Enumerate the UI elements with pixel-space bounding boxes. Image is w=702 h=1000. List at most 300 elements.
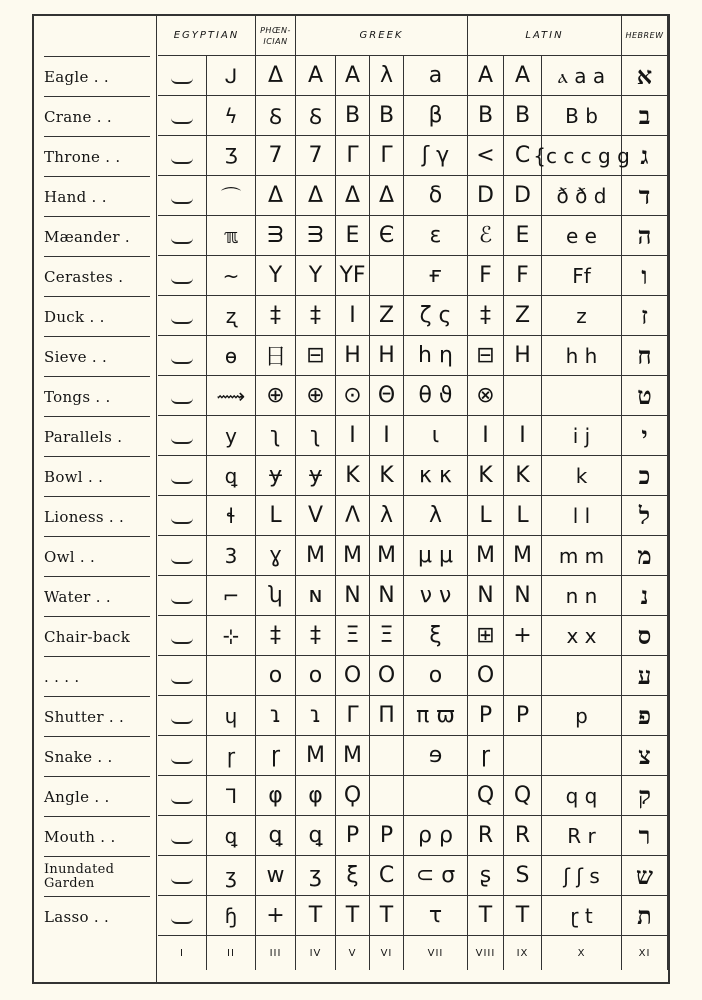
glyph-cell: ג xyxy=(622,136,668,176)
glyph-cell: δ xyxy=(404,176,468,216)
glyph-cell: ɼ xyxy=(256,736,296,776)
glyph-cell xyxy=(158,456,207,496)
glyph-cell xyxy=(504,656,542,696)
glyph-cell: M xyxy=(296,536,336,576)
glyph-cell: ⊂ σ xyxy=(404,856,468,896)
glyph-cell: p xyxy=(542,696,622,736)
hieroglyph-icon xyxy=(171,68,193,84)
row-label: Lioness . . xyxy=(44,496,150,536)
glyph-cell: ע xyxy=(622,656,668,696)
glyph-cell: ב xyxy=(622,96,668,136)
glyph-cell: Γ xyxy=(336,136,370,176)
glyph-cell xyxy=(404,776,468,816)
glyph-cell: Π xyxy=(370,696,404,736)
glyph-cell: Ff xyxy=(542,256,622,296)
glyph-cell: C xyxy=(504,136,542,176)
glyph-cell: B xyxy=(336,96,370,136)
row-label: Inundated Garden xyxy=(44,856,150,896)
glyph-cell: R xyxy=(468,816,504,856)
column-numeral: III xyxy=(256,936,296,970)
glyph-cell: ⊙ xyxy=(336,376,370,416)
glyph-cell xyxy=(158,176,207,216)
row-label: Hand . . xyxy=(44,176,150,216)
glyph-cell: ת xyxy=(622,896,668,936)
glyph-cell: λ xyxy=(404,496,468,536)
glyph-cell: ʅ xyxy=(256,416,296,456)
column-numeral: VIII xyxy=(468,936,504,970)
glyph-cell: z xyxy=(542,296,622,336)
glyph-cell xyxy=(158,816,207,856)
glyph-cell xyxy=(370,256,404,296)
glyph-cell: I xyxy=(504,416,542,456)
glyph-cell: ν ν xyxy=(404,576,468,616)
glyph-cell: T xyxy=(468,896,504,936)
glyph-cell: ι xyxy=(404,416,468,456)
glyph-cell xyxy=(158,56,207,96)
glyph-cell: P xyxy=(336,816,370,856)
glyph-cell: m m xyxy=(542,536,622,576)
glyph-cell: מ xyxy=(622,536,668,576)
glyph-cell xyxy=(207,656,256,696)
glyph-cell: 7 xyxy=(296,136,336,176)
glyph-cell: L xyxy=(504,496,542,536)
glyph-cell: ʮ xyxy=(256,576,296,616)
hieroglyph-icon xyxy=(171,508,193,524)
glyph-cell: Y xyxy=(296,256,336,296)
glyph-cell xyxy=(158,696,207,736)
glyph-cell: ⊟ xyxy=(296,336,336,376)
header-greek: GREEK xyxy=(296,16,468,56)
glyph-cell: V xyxy=(296,496,336,536)
glyph-cell: ט xyxy=(622,376,668,416)
glyph-cell: י xyxy=(622,416,668,456)
glyph-cell: ℼ xyxy=(207,216,256,256)
glyph-cell: N xyxy=(504,576,542,616)
glyph-cell xyxy=(542,736,622,776)
glyph-cell: ~ xyxy=(207,256,256,296)
glyph-cell: כ xyxy=(622,456,668,496)
glyph-cell: K xyxy=(468,456,504,496)
glyph-cell: ‡ xyxy=(468,296,504,336)
hieroglyph-icon xyxy=(171,668,193,684)
glyph-cell: Δ xyxy=(256,56,296,96)
row-label: Snake . . xyxy=(44,736,150,776)
glyph-cell: Ϙ xyxy=(336,776,370,816)
glyph-cell: ו xyxy=(622,256,668,296)
header-phoenician: PHŒN- ICIAN xyxy=(256,16,296,56)
glyph-cell: ʐ xyxy=(207,296,256,336)
hieroglyph-icon xyxy=(171,908,193,924)
glyph-cell: O xyxy=(336,656,370,696)
glyph-cell: צ xyxy=(622,736,668,776)
glyph-cell: ‡ xyxy=(296,616,336,656)
glyph-cell: n n xyxy=(542,576,622,616)
glyph-cell: ⟿ xyxy=(207,376,256,416)
glyph-cell: פ xyxy=(622,696,668,736)
glyph-cell: ε xyxy=(404,216,468,256)
column-numeral: IV xyxy=(296,936,336,970)
glyph-cell: Ξ xyxy=(336,616,370,656)
row-label: Bowl . . xyxy=(44,456,150,496)
glyph-cell: ‡ xyxy=(256,616,296,656)
hieroglyph-icon xyxy=(171,548,193,564)
row-label: Duck . . xyxy=(44,296,150,336)
glyph-cell: k xyxy=(542,456,622,496)
glyph-cell: ᒍ xyxy=(207,56,256,96)
glyph-cell: ק xyxy=(622,776,668,816)
glyph-cell: ɼ xyxy=(468,736,504,776)
glyph-cell: ʃ ʃ s xyxy=(542,856,622,896)
glyph-cell: T xyxy=(296,896,336,936)
hieroglyph-icon xyxy=(171,628,193,644)
glyph-cell: P xyxy=(468,696,504,736)
glyph-cell: ה xyxy=(622,216,668,256)
glyph-cell: ɘ xyxy=(404,736,468,776)
glyph-cell: ᗱ xyxy=(296,216,336,256)
glyph-cell: π ϖ xyxy=(404,696,468,736)
glyph-cell xyxy=(158,576,207,616)
glyph-cell: ɬ xyxy=(207,496,256,536)
glyph-cell: A xyxy=(468,56,504,96)
column-numeral: VII xyxy=(404,936,468,970)
label-column xyxy=(34,16,157,982)
glyph-cell: Ꟙ xyxy=(296,96,336,136)
glyph-cell: ɿ xyxy=(256,696,296,736)
glyph-cell: o xyxy=(256,656,296,696)
hieroglyph-icon xyxy=(171,348,193,364)
glyph-cell: R r xyxy=(542,816,622,856)
glyph-cell: ⊞ xyxy=(468,616,504,656)
glyph-cell xyxy=(158,296,207,336)
glyph-cell: B xyxy=(504,96,542,136)
glyph-cell: N xyxy=(370,576,404,616)
glyph-cell: A xyxy=(336,56,370,96)
glyph-cell xyxy=(370,776,404,816)
glyph-cell: E xyxy=(336,216,370,256)
glyph-cell: D xyxy=(504,176,542,216)
column-numeral: VI xyxy=(370,936,404,970)
row-label: . . . . xyxy=(44,656,150,696)
glyph-cell: ʃ γ xyxy=(404,136,468,176)
glyph-cell: + xyxy=(504,616,542,656)
glyph-cell xyxy=(542,376,622,416)
column-numeral: IX xyxy=(504,936,542,970)
glyph-cell: ʅ xyxy=(296,416,336,456)
glyph-cell: ʒ xyxy=(207,856,256,896)
glyph-cell: K xyxy=(504,456,542,496)
glyph-cell: ʒ xyxy=(296,856,336,896)
glyph-cell: ɏ xyxy=(296,456,336,496)
glyph-cell: {c c c g g xyxy=(542,136,622,176)
glyph-cell: R xyxy=(504,816,542,856)
glyph-cell: L xyxy=(256,496,296,536)
glyph-cell: β xyxy=(404,96,468,136)
glyph-cell: Q xyxy=(468,776,504,816)
glyph-cell: h h xyxy=(542,336,622,376)
glyph-cell: ש xyxy=(622,856,668,896)
glyph-cell: Δ xyxy=(336,176,370,216)
glyph-cell xyxy=(158,256,207,296)
glyph-cell xyxy=(158,736,207,776)
glyph-cell: x x xyxy=(542,616,622,656)
glyph-cell: Ʒ xyxy=(207,136,256,176)
glyph-cell: M xyxy=(370,536,404,576)
glyph-cell: + xyxy=(256,896,296,936)
row-label: Lasso . . xyxy=(44,896,150,936)
glyph-cell xyxy=(158,776,207,816)
glyph-cell: ‡ xyxy=(256,296,296,336)
glyph-cell: ז xyxy=(622,296,668,336)
glyph-cell: y xyxy=(207,416,256,456)
column-numeral: V xyxy=(336,936,370,970)
glyph-cell: Z xyxy=(504,296,542,336)
hieroglyph-icon xyxy=(171,228,193,244)
glyph-cell: Y xyxy=(256,256,296,296)
glyph-cell: K xyxy=(336,456,370,496)
glyph-cell: I xyxy=(336,296,370,336)
glyph-cell: ꝗ xyxy=(256,816,296,856)
glyph-cell: S xyxy=(504,856,542,896)
header-hebrew: HEBREW xyxy=(622,16,668,56)
glyph-cell xyxy=(158,416,207,456)
glyph-cell: ר xyxy=(622,816,668,856)
glyph-cell: φ xyxy=(296,776,336,816)
glyph-cell: F xyxy=(504,256,542,296)
hieroglyph-icon xyxy=(171,268,193,284)
glyph-cell: ⊕ xyxy=(296,376,336,416)
glyph-cell xyxy=(158,656,207,696)
glyph-cell: ⲁ a a xyxy=(542,56,622,96)
glyph-cell: μ μ xyxy=(404,536,468,576)
glyph-cell: ξ xyxy=(336,856,370,896)
glyph-cell: ד xyxy=(622,176,668,216)
glyph-cell: ɼ xyxy=(207,736,256,776)
row-label: Owl . . xyxy=(44,536,150,576)
glyph-cell: I xyxy=(468,416,504,456)
glyph-cell xyxy=(158,216,207,256)
glyph-cell: ɴ xyxy=(296,576,336,616)
row-label: Angle . . xyxy=(44,776,150,816)
glyph-cell: M xyxy=(336,736,370,776)
glyph-cell: h η xyxy=(404,336,468,376)
glyph-cell: N xyxy=(468,576,504,616)
glyph-cell: i j xyxy=(542,416,622,456)
glyph-cell: ꝗ xyxy=(207,816,256,856)
glyph-cell: Θ xyxy=(370,376,404,416)
glyph-cell: T xyxy=(504,896,542,936)
glyph-cell xyxy=(158,856,207,896)
glyph-cell: ᗱ xyxy=(256,216,296,256)
glyph-cell: λ xyxy=(370,56,404,96)
glyph-cell xyxy=(504,376,542,416)
glyph-cell xyxy=(158,376,207,416)
glyph-cell: τ xyxy=(404,896,468,936)
row-label: Eagle . . xyxy=(44,56,150,96)
glyph-cell xyxy=(370,736,404,776)
glyph-cell: B xyxy=(468,96,504,136)
glyph-cell: M xyxy=(296,736,336,776)
glyph-cell: ɧ xyxy=(207,896,256,936)
glyph-cell: P xyxy=(504,696,542,736)
glyph-cell: Γ xyxy=(336,696,370,736)
glyph-cell: ɥ xyxy=(207,696,256,736)
glyph-cell: ғ xyxy=(404,256,468,296)
glyph-cell: ח xyxy=(622,336,668,376)
glyph-cell: Z xyxy=(370,296,404,336)
glyph-cell: w xyxy=(256,856,296,896)
hieroglyph-icon xyxy=(171,108,193,124)
glyph-cell xyxy=(542,656,622,696)
glyph-cell: P xyxy=(370,816,404,856)
glyph-cell: 7 xyxy=(256,136,296,176)
column-numeral: XI xyxy=(622,936,668,970)
row-label: Chair-back xyxy=(44,616,150,656)
hieroglyph-icon xyxy=(171,828,193,844)
glyph-cell: נ xyxy=(622,576,668,616)
header-egyptian: EGYPTIAN xyxy=(158,16,256,56)
row-label: Water . . xyxy=(44,576,150,616)
alphabet-table-page xyxy=(32,14,670,984)
glyph-cell: ʂ xyxy=(468,856,504,896)
hieroglyph-icon xyxy=(171,468,193,484)
glyph-cell: ‡ xyxy=(296,296,336,336)
glyph-cell xyxy=(158,336,207,376)
glyph-cell: o xyxy=(296,656,336,696)
glyph-cell: Γ xyxy=(370,136,404,176)
glyph-cell: φ xyxy=(256,776,296,816)
hieroglyph-icon xyxy=(171,788,193,804)
hieroglyph-icon xyxy=(171,708,193,724)
glyph-cell xyxy=(158,496,207,536)
glyph-cell: C xyxy=(370,856,404,896)
hieroglyph-icon xyxy=(171,428,193,444)
glyph-cell xyxy=(158,616,207,656)
glyph-cell: YF xyxy=(336,256,370,296)
glyph-cell: Λ xyxy=(336,496,370,536)
glyph-cell: Ꟙ xyxy=(256,96,296,136)
glyph-cell: ɏ xyxy=(256,456,296,496)
glyph-cell xyxy=(158,136,207,176)
glyph-cell: θ ϑ xyxy=(404,376,468,416)
glyph-cell: ɵ xyxy=(207,336,256,376)
glyph-cell: B b xyxy=(542,96,622,136)
glyph-cell: ל xyxy=(622,496,668,536)
row-label: Throne . . xyxy=(44,136,150,176)
glyph-cell: ⌐ xyxy=(207,576,256,616)
hieroglyph-icon xyxy=(171,308,193,324)
glyph-cell xyxy=(158,536,207,576)
glyph-cell: Q xyxy=(504,776,542,816)
glyph-cell: ⊕ xyxy=(256,376,296,416)
glyph-cell: H xyxy=(370,336,404,376)
glyph-cell: ζ ς xyxy=(404,296,468,336)
glyph-cell: N xyxy=(336,576,370,616)
row-label: Sieve . . xyxy=(44,336,150,376)
glyph-cell: λ xyxy=(370,496,404,536)
hieroglyph-icon xyxy=(171,188,193,204)
glyph-cell: I xyxy=(336,416,370,456)
glyph-cell: T xyxy=(370,896,404,936)
glyph-cell: ס xyxy=(622,616,668,656)
glyph-cell: o xyxy=(404,656,468,696)
glyph-cell: Ξ xyxy=(370,616,404,656)
glyph-cell: e e xyxy=(542,216,622,256)
row-label: Tongs . . xyxy=(44,376,150,416)
glyph-cell: M xyxy=(504,536,542,576)
glyph-cell: ⊗ xyxy=(468,376,504,416)
glyph-cell: F xyxy=(468,256,504,296)
glyph-cell: l l xyxy=(542,496,622,536)
row-label: Parallels . xyxy=(44,416,150,456)
glyph-cell: κ κ xyxy=(404,456,468,496)
hieroglyph-icon xyxy=(171,588,193,604)
glyph-cell: D xyxy=(468,176,504,216)
glyph-cell: O xyxy=(370,656,404,696)
glyph-cell: a xyxy=(404,56,468,96)
glyph-cell: ⊹ xyxy=(207,616,256,656)
glyph-cell: ϟ xyxy=(207,96,256,136)
glyph-cell: ɽ t xyxy=(542,896,622,936)
glyph-cell: H xyxy=(504,336,542,376)
hieroglyph-icon xyxy=(171,748,193,764)
glyph-cell: A xyxy=(296,56,336,96)
row-label: Shutter . . xyxy=(44,696,150,736)
hieroglyph-icon xyxy=(171,388,193,404)
glyph-cell xyxy=(158,896,207,936)
glyph-cell: E xyxy=(504,216,542,256)
row-label: Crane . . xyxy=(44,96,150,136)
glyph-cell: Δ xyxy=(256,176,296,216)
row-label: Cerastes . xyxy=(44,256,150,296)
glyph-cell: ð ð d xyxy=(542,176,622,216)
glyph-cell: ρ ρ xyxy=(404,816,468,856)
glyph-cell: ɣ xyxy=(256,536,296,576)
glyph-cell: ⊟ xyxy=(468,336,504,376)
glyph-cell: L xyxy=(468,496,504,536)
glyph-cell: M xyxy=(468,536,504,576)
column-numeral: X xyxy=(542,936,622,970)
glyph-cell: K xyxy=(370,456,404,496)
row-label: Mæander . xyxy=(44,216,150,256)
alphabet-table xyxy=(158,16,670,982)
glyph-cell: q q xyxy=(542,776,622,816)
glyph-cell: H xyxy=(336,336,370,376)
glyph-cell: Δ xyxy=(370,176,404,216)
glyph-cell: ɿ xyxy=(296,696,336,736)
glyph-cell: ⌒ xyxy=(207,176,256,216)
header-latin: LATIN xyxy=(468,16,622,56)
glyph-cell: ξ xyxy=(404,616,468,656)
glyph-cell: Є xyxy=(370,216,404,256)
glyph-cell: ꝗ xyxy=(296,816,336,856)
glyph-cell xyxy=(504,736,542,776)
glyph-cell: ᒣ xyxy=(207,776,256,816)
glyph-cell xyxy=(158,96,207,136)
glyph-cell: א xyxy=(622,56,668,96)
glyph-cell: < xyxy=(468,136,504,176)
glyph-cell: Δ xyxy=(296,176,336,216)
glyph-cell: O xyxy=(468,656,504,696)
glyph-cell: T xyxy=(336,896,370,936)
glyph-cell: 3 xyxy=(207,536,256,576)
glyph-cell: ℰ xyxy=(468,216,504,256)
glyph-cell: I xyxy=(370,416,404,456)
row-label: Mouth . . xyxy=(44,816,150,856)
column-numeral: II xyxy=(207,936,256,970)
hieroglyph-icon xyxy=(171,148,193,164)
glyph-cell: M xyxy=(336,536,370,576)
column-numeral: I xyxy=(158,936,207,970)
